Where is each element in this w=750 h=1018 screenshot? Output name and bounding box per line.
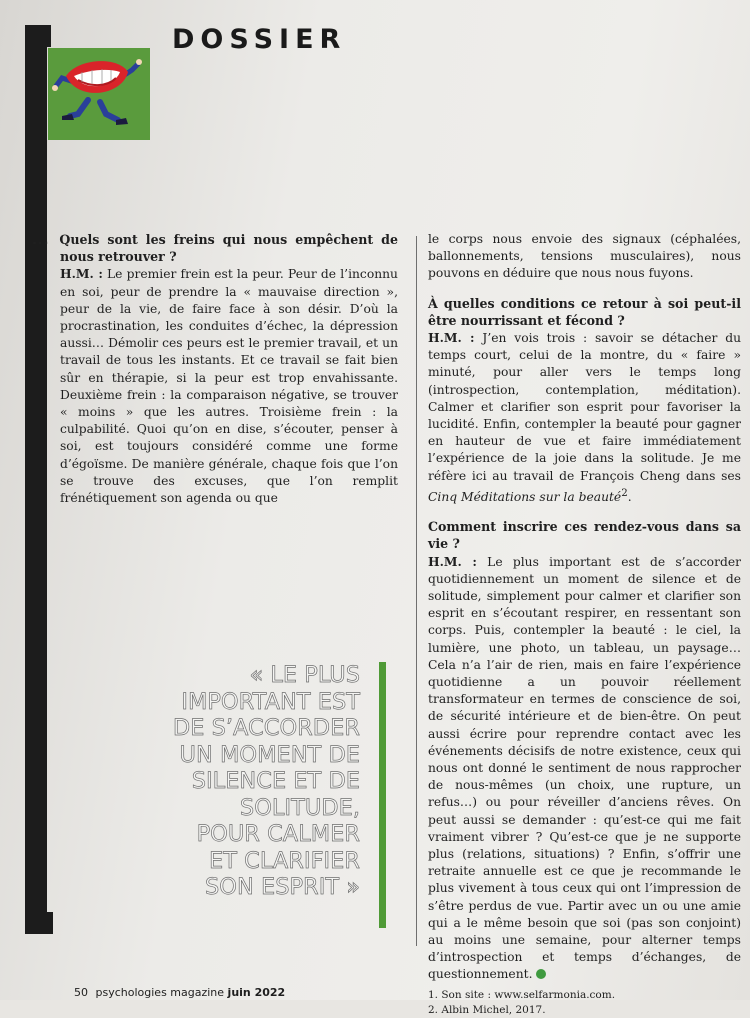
answer-2-end: .	[627, 489, 632, 504]
layout-bracket-top	[25, 25, 51, 47]
pull-quote-accent-bar	[379, 662, 386, 928]
page-footer	[74, 986, 285, 999]
footnotes	[428, 988, 741, 1018]
footnote-2: 2. Albin Michel, 2017.	[428, 1003, 546, 1016]
answer-3-text: Le plus important est de s’accorder quotidiennement un moment de silence et de solitude, simplement pour calmer et clarifier son esprit en s’écoutant respirer, en ressentant son corps. Puis, contempler la beauté : le ciel, la lumière, une photo, un tableau, un paysage… Cela n’a l’air de rien, mais en faire l’expérience quotidienne a un pouvoir réellement transformateur en termes de conscience de soi, de sécurité intérieure et de bien-être. On peut aussi écrire pour reprendre contact avec les événements décisifs de notre existence, ceux qui nous ont donné le sentiment de nous rapprocher de nous-mêmes (un choix, une rupture, un refus…) ou pour réveiller d’anciens rêves. On peut aussi se demander : qu’est-ce qui me fait vraiment vibrer ? Qu’est-ce que je ne supporte plus (relations, situations) ? Enfin, s’offrir une retraite annuelle est ce que je recommande le plus vivement à tous ceux qui ont l’impression de s’être perdus de vue. Partir avec un ou une amie qui a le même besoin que soi (pas son conjoint) au moins une semaine, pour alterner temps d’introspection et temps d’échanges, de questionnement.	[428, 554, 741, 982]
speaker-label: H.M. :	[428, 553, 477, 569]
question-3: Comment inscrire ces rendez-vous dans sa vie ?	[428, 519, 741, 552]
talking-mouth-character-icon	[48, 48, 150, 140]
answer-3	[428, 553, 741, 984]
answer-1-continuation: le corps nous envoie des signaux (céphalées, ballonnements, tensions musculaires), nous pouvons en déduire que nous nous fuyons.	[428, 232, 741, 281]
speaker-label: H.M. :	[428, 330, 475, 346]
book-title: Cinq Méditations sur la beauté	[428, 489, 622, 504]
answer-2-text: J’en vois trois : savoir se détacher du temps court, celui de la montre, du « faire » minuté, pour aller vers le temps long (introspection, contemplation, méditation). Calmer et clarifier son esprit pour favoriser la lucidité. Enfin, contempler la beauté pour gagner en hauteur de vue et faire immédiatement l’expérience de la joie dans la solitude. Je me réfère ici au travail de François Cheng dans ses	[428, 331, 741, 483]
article-column-right	[428, 231, 741, 1018]
layout-bracket-bottom	[25, 912, 53, 934]
question-1	[32, 231, 398, 265]
question-1-text: Quels sont les freins qui nous empêchent de nous retrouver ?	[59, 232, 398, 265]
article-column-left	[32, 231, 398, 507]
question-2: À quelles conditions ce retour à soi peut-il être nourrissant et fécond ?	[428, 295, 741, 328]
column-divider	[416, 236, 417, 946]
end-mark-icon	[536, 969, 546, 979]
answer-2	[428, 329, 741, 506]
section-title: DOSSIER	[172, 24, 347, 55]
speaker-label: H.M. :	[60, 266, 103, 282]
answer-1	[60, 265, 398, 507]
magazine-name: psychologies magazine	[95, 986, 225, 999]
issue-date: juin 2022	[227, 986, 286, 999]
question-marker: ...	[32, 232, 50, 247]
page-number: 50	[74, 986, 88, 999]
footnote-ref: 2	[621, 486, 628, 499]
answer-1-text: Le premier frein est la peur. Peur de l’inconnu en soi, peur de prendre la « mauvaise direction », peur de la vie, de faire face à son désir. D’où la procrastination, les conduites d’échec, la dépression aussi… Démolir ces peurs est le premier travail, et un travail de tous les instants. Et ce travail se fait bien sûr en thérapie, si la peur est trop envahissante. Deuxième frein : la comparaison négative, se trouver « moins » que les autres. Troisième frein : la culpabilité. Quoi qu’on en dise, s’écouter, penser à soi, est toujours considéré comme une forme d’égoïsme. De manière générale, chaque fois que l’on se trouve des excuses, que l’on remplit frénétiquement son agenda ou que	[60, 267, 398, 506]
layout-bracket-vertical	[25, 25, 50, 933]
pull-quote: « LE PLUS IMPORTANT EST DE S’ACCORDER UN MOMENT DE SILENCE ET DE SOLITUDE, POUR CALMER ET CLARIFIER SON ESPRIT »	[172, 662, 360, 900]
footnote-1: 1. Son site : www.selfarmonia.com.	[428, 988, 616, 1001]
